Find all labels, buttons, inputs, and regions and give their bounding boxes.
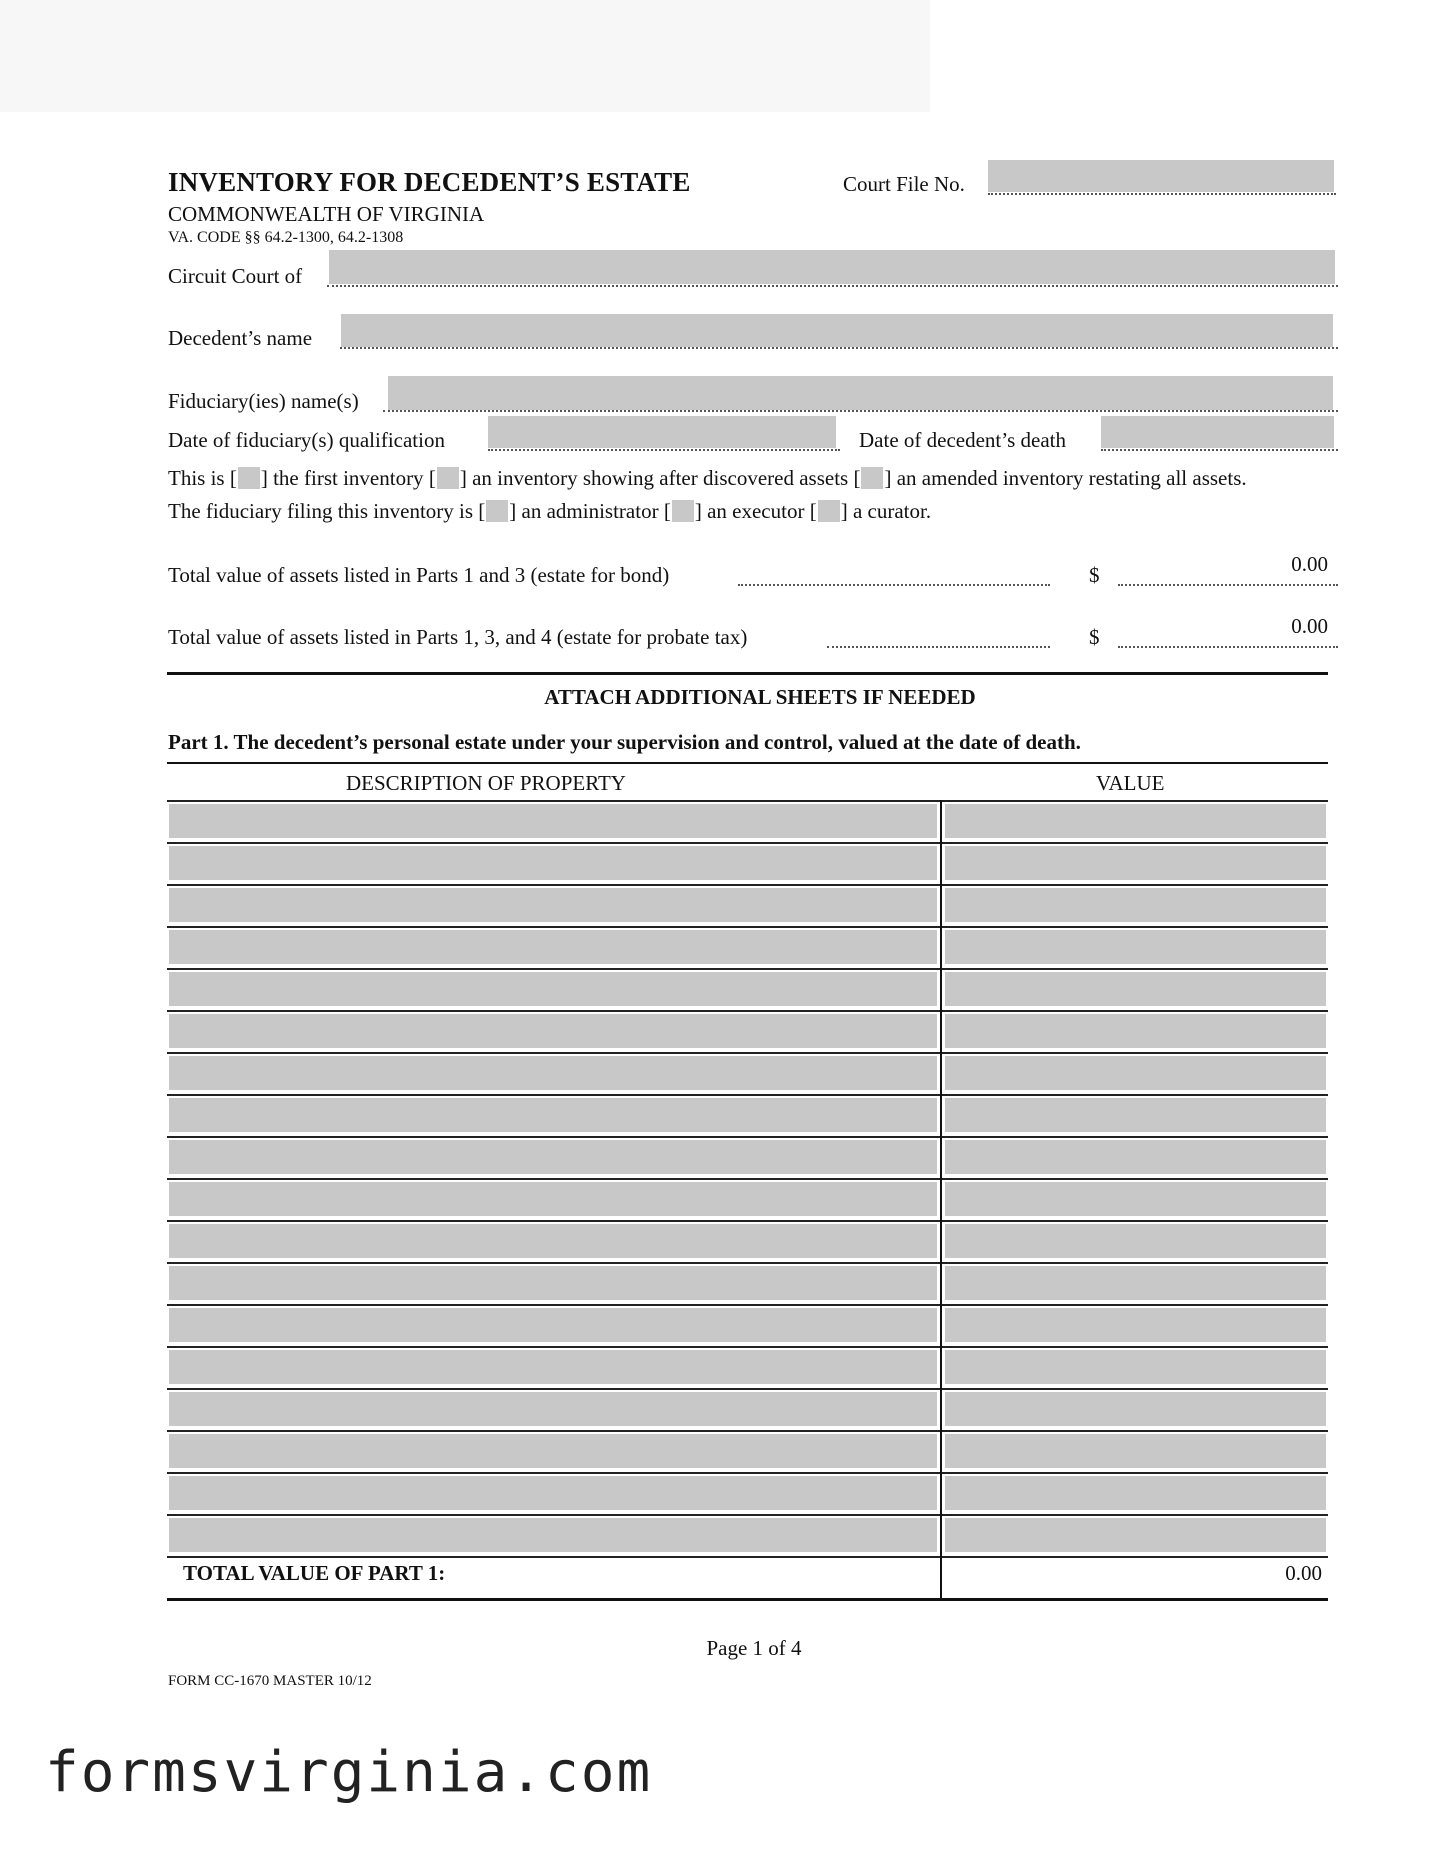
property-value-input[interactable] — [945, 930, 1326, 964]
property-value-input[interactable] — [945, 1308, 1326, 1342]
bond-total-label: Total value of assets listed in Parts 1 and 3 (estate for bond) — [168, 563, 670, 587]
property-value-input[interactable] — [945, 1476, 1326, 1510]
row-separator — [167, 1010, 1328, 1012]
amended-inventory-checkbox[interactable] — [861, 467, 883, 489]
property-description-input[interactable] — [169, 1140, 937, 1174]
top-banner-area — [0, 0, 930, 112]
property-description-input[interactable] — [169, 846, 937, 880]
row-separator — [167, 1472, 1328, 1474]
row-separator — [167, 1346, 1328, 1348]
row-separator — [167, 1430, 1328, 1432]
qualification-date-input[interactable] — [488, 416, 836, 448]
property-description-input[interactable] — [169, 1518, 937, 1552]
property-value-input[interactable] — [945, 1518, 1326, 1552]
row-separator — [167, 1136, 1328, 1138]
property-value-input[interactable] — [945, 846, 1326, 880]
page-number: Page 1 of 4 — [706, 1636, 802, 1660]
after-discovered-label: an inventory showing after discovered assets — [472, 466, 849, 490]
section-divider — [167, 672, 1328, 675]
row-separator — [167, 1052, 1328, 1054]
death-date-dotted-line — [1101, 449, 1338, 451]
row-separator — [167, 884, 1328, 886]
fiduciary-name-input[interactable] — [388, 376, 1333, 410]
amended-inventory-label: an amended inventory restating all assets. — [896, 466, 1247, 490]
first-inventory-checkbox[interactable] — [238, 467, 260, 489]
form-title: INVENTORY FOR DECEDENT’S ESTATE — [168, 167, 691, 197]
fiduciary-type-line: The fiduciary filing this inventory is [ ] an administrator [ ] an executor [ ] a curator. — [168, 499, 932, 523]
first-inventory-label: the first inventory — [273, 466, 424, 490]
form-jurisdiction: COMMONWEALTH OF VIRGINIA — [168, 202, 485, 226]
row-separator — [167, 1262, 1328, 1264]
property-description-input[interactable] — [169, 1182, 937, 1216]
circuit-court-label: Circuit Court of — [168, 264, 303, 288]
court-file-input[interactable] — [988, 160, 1334, 192]
court-file-dotted-line — [988, 193, 1336, 195]
death-date-input[interactable] — [1101, 416, 1334, 448]
property-value-input[interactable] — [945, 1224, 1326, 1258]
death-date-label: Date of decedent’s death — [859, 428, 1066, 452]
property-description-input[interactable] — [169, 1308, 937, 1342]
qualification-date-label: Date of fiduciary(s) qualification — [168, 428, 445, 452]
property-value-input[interactable] — [945, 1098, 1326, 1132]
row-separator — [167, 1178, 1328, 1180]
administrator-label: an administrator — [521, 499, 659, 523]
row-separator — [167, 968, 1328, 970]
form-number: FORM CC-1670 MASTER 10/12 — [168, 1673, 372, 1689]
property-description-input[interactable] — [169, 1476, 937, 1510]
column-divider — [940, 800, 942, 1600]
fiduciary-name-dotted-line — [383, 410, 1338, 412]
property-description-input[interactable] — [169, 1224, 937, 1258]
part1-bottom-rule — [167, 1598, 1328, 1601]
inventory-type-line: This is [ ] the first inventory [ ] an inventory showing after discovered assets [ ] an amended inventory restating all assets. — [168, 466, 1247, 490]
property-value-input[interactable] — [945, 1392, 1326, 1426]
row-separator — [167, 926, 1328, 928]
bond-total-leader — [738, 584, 1050, 586]
property-value-input[interactable] — [945, 888, 1326, 922]
attach-sheets-notice: ATTACH ADDITIONAL SHEETS IF NEEDED — [544, 685, 976, 709]
decedent-name-input[interactable] — [341, 314, 1333, 347]
property-description-input[interactable] — [169, 1098, 937, 1132]
part1-total-value: 0.00 — [1285, 1561, 1322, 1585]
property-description-input[interactable] — [169, 972, 937, 1006]
tax-currency: $ — [1089, 625, 1100, 649]
property-description-input[interactable] — [169, 1392, 937, 1426]
description-column-header: DESCRIPTION OF PROPERTY — [346, 771, 626, 795]
property-value-input[interactable] — [945, 1056, 1326, 1090]
after-discovered-checkbox[interactable] — [437, 467, 459, 489]
inventory-type-prefix: This is — [168, 466, 225, 490]
row-separator — [167, 800, 1328, 802]
tax-total-leader — [827, 646, 1050, 648]
curator-checkbox[interactable] — [818, 500, 840, 522]
bond-value-dotted-line — [1118, 584, 1338, 586]
property-value-input[interactable] — [945, 1182, 1326, 1216]
property-description-input[interactable] — [169, 1350, 937, 1384]
value-column-header: VALUE — [1096, 771, 1165, 795]
row-separator — [167, 1094, 1328, 1096]
row-separator — [167, 842, 1328, 844]
property-description-input[interactable] — [169, 804, 937, 838]
tax-total-label: Total value of assets listed in Parts 1, 3, and 4 (estate for probate tax) — [168, 625, 748, 649]
court-file-label: Court File No. — [843, 172, 965, 196]
part1-top-rule — [167, 762, 1328, 764]
circuit-court-input[interactable] — [329, 250, 1335, 284]
property-value-input[interactable] — [945, 1140, 1326, 1174]
tax-total-value[interactable]: 0.00 — [1291, 614, 1328, 638]
decedent-name-label: Decedent’s name — [168, 326, 313, 350]
fiduciary-name-label: Fiduciary(ies) name(s) — [168, 389, 359, 413]
part1-heading: Part 1. The decedent’s personal estate under your supervision and control, valued at the date of death. — [168, 730, 1081, 754]
watermark: formsvirginia.com — [45, 1740, 653, 1805]
property-description-input[interactable] — [169, 1434, 937, 1468]
qualification-date-dotted-line — [488, 449, 840, 451]
bond-currency: $ — [1089, 563, 1100, 587]
property-description-input[interactable] — [169, 1056, 937, 1090]
row-separator — [167, 1556, 1328, 1558]
curator-label: a curator. — [852, 499, 932, 523]
form-code-reference: VA. CODE §§ 64.2-1300, 64.2-1308 — [168, 229, 404, 246]
property-description-input[interactable] — [169, 1266, 937, 1300]
property-value-input[interactable] — [945, 1014, 1326, 1048]
row-separator — [167, 1220, 1328, 1222]
property-value-input[interactable] — [945, 804, 1326, 838]
property-value-input[interactable] — [945, 972, 1326, 1006]
administrator-checkbox[interactable] — [486, 500, 508, 522]
property-description-input[interactable] — [169, 888, 937, 922]
fiduciary-type-prefix: The fiduciary filing this inventory is — [168, 499, 474, 523]
bond-total-value[interactable]: 0.00 — [1291, 552, 1328, 576]
tax-value-dotted-line — [1118, 646, 1338, 648]
circuit-court-dotted-line — [327, 285, 1338, 287]
property-description-input[interactable] — [169, 1014, 937, 1048]
executor-checkbox[interactable] — [672, 500, 694, 522]
row-separator — [167, 1304, 1328, 1306]
property-value-input[interactable] — [945, 1434, 1326, 1468]
part1-total-label: TOTAL VALUE OF PART 1: — [183, 1561, 446, 1585]
decedent-name-dotted-line — [340, 347, 1338, 349]
property-value-input[interactable] — [945, 1266, 1326, 1300]
property-description-input[interactable] — [169, 930, 937, 964]
row-separator — [167, 1514, 1328, 1516]
row-separator — [167, 1388, 1328, 1390]
property-value-input[interactable] — [945, 1350, 1326, 1384]
executor-label: an executor — [707, 499, 805, 523]
